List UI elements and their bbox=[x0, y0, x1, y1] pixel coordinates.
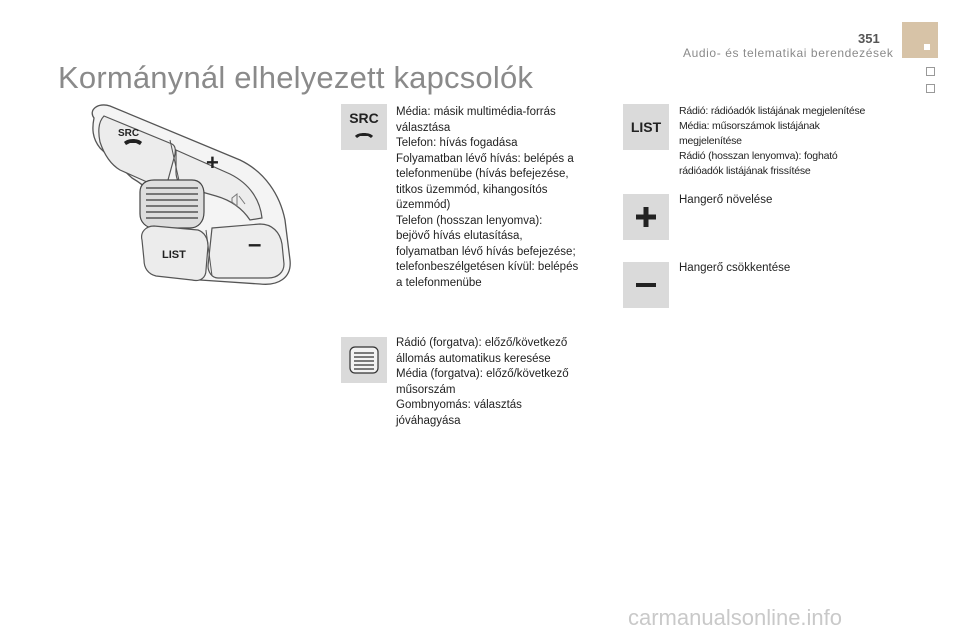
src-line: telefonmenübe (hívás befejezése, bbox=[396, 168, 569, 180]
thumbwheel-line: állomás automatikus keresése bbox=[396, 352, 551, 365]
plus-glyph bbox=[635, 206, 657, 228]
thumbwheel-line: jóváhagyása bbox=[396, 414, 461, 427]
src-line: Média: másik multimédia-forrás bbox=[396, 106, 556, 118]
thumbwheel-line: Gombnyomás: választás bbox=[396, 399, 522, 411]
src-icon-label: SRC bbox=[349, 110, 379, 126]
volume-down-line: Hangerő csökkentése bbox=[679, 262, 791, 274]
plus-icon bbox=[623, 194, 669, 240]
src-line: folyamatban lévő hívás befejezése; bbox=[396, 245, 576, 258]
src-line: Folyamatban lévő hívás: belépés a bbox=[396, 152, 574, 165]
src-line: Telefon (hosszan lenyomva): bbox=[396, 214, 543, 227]
thumbwheel-line: Média (forgatva): előző/következő bbox=[396, 368, 569, 380]
section-tab[interactable] bbox=[902, 22, 938, 58]
minus-label: – bbox=[248, 231, 262, 258]
thumbwheel[interactable] bbox=[140, 180, 204, 228]
list-line: Rádió: rádióadók listájának megjelenítése bbox=[679, 105, 866, 117]
minus-glyph bbox=[635, 274, 657, 296]
src-line: Telefon: hívás fogadása bbox=[396, 137, 518, 149]
page-number: 351 bbox=[858, 31, 880, 46]
volume-up-line: Hangerő növelése bbox=[679, 194, 773, 206]
src-line: bejövő hívás elutasítása, bbox=[396, 230, 523, 242]
volume-down-description bbox=[679, 261, 790, 277]
src-description bbox=[396, 105, 578, 291]
src-phone-icon bbox=[341, 104, 387, 150]
nav-square-1[interactable] bbox=[926, 67, 935, 76]
section-tab-marker bbox=[924, 44, 930, 50]
thumbwheel-icon bbox=[341, 337, 387, 383]
page-title: Kormánynál elhelyezett kapcsolók bbox=[58, 60, 534, 95]
volume-up-description bbox=[679, 193, 772, 209]
src-line: választása bbox=[396, 121, 451, 134]
section-title: Audio- és telematikai berendezések bbox=[683, 46, 894, 60]
list-button-label: LIST bbox=[162, 249, 186, 261]
minus-icon bbox=[623, 262, 669, 308]
list-line: Rádió (hosszan lenyomva): fogható bbox=[679, 150, 838, 162]
plus-label: + bbox=[206, 150, 219, 175]
thumbwheel-description bbox=[396, 336, 569, 429]
list-line: rádióadók listájának frissítése bbox=[679, 165, 811, 177]
phone-handset-icon bbox=[354, 131, 374, 139]
nav-square-2[interactable] bbox=[926, 84, 935, 93]
thumbwheel-line: műsorszám bbox=[396, 383, 456, 396]
steering-controls-illustration bbox=[80, 100, 295, 290]
watermark: carmanualsonline.info bbox=[628, 605, 843, 630]
src-line: üzemmód) bbox=[396, 199, 451, 211]
list-description bbox=[679, 104, 865, 179]
list-icon-label: LIST bbox=[630, 119, 662, 135]
src-button-label: SRC bbox=[118, 128, 140, 139]
thumbwheel-glyph bbox=[348, 344, 380, 376]
thumbwheel-line: Rádió (forgatva): előző/következő bbox=[396, 337, 568, 349]
src-line: telefonbeszélgetésen kívül: belépés bbox=[396, 261, 579, 273]
src-line: a telefonmenübe bbox=[396, 276, 482, 289]
list-icon bbox=[623, 104, 669, 150]
src-line: titkos üzemmód, kihangosítós bbox=[396, 183, 548, 196]
list-line: megjelenítése bbox=[679, 135, 742, 147]
list-line: Média: műsorszámok listájának bbox=[679, 120, 820, 132]
volume-down-button[interactable] bbox=[208, 224, 284, 278]
